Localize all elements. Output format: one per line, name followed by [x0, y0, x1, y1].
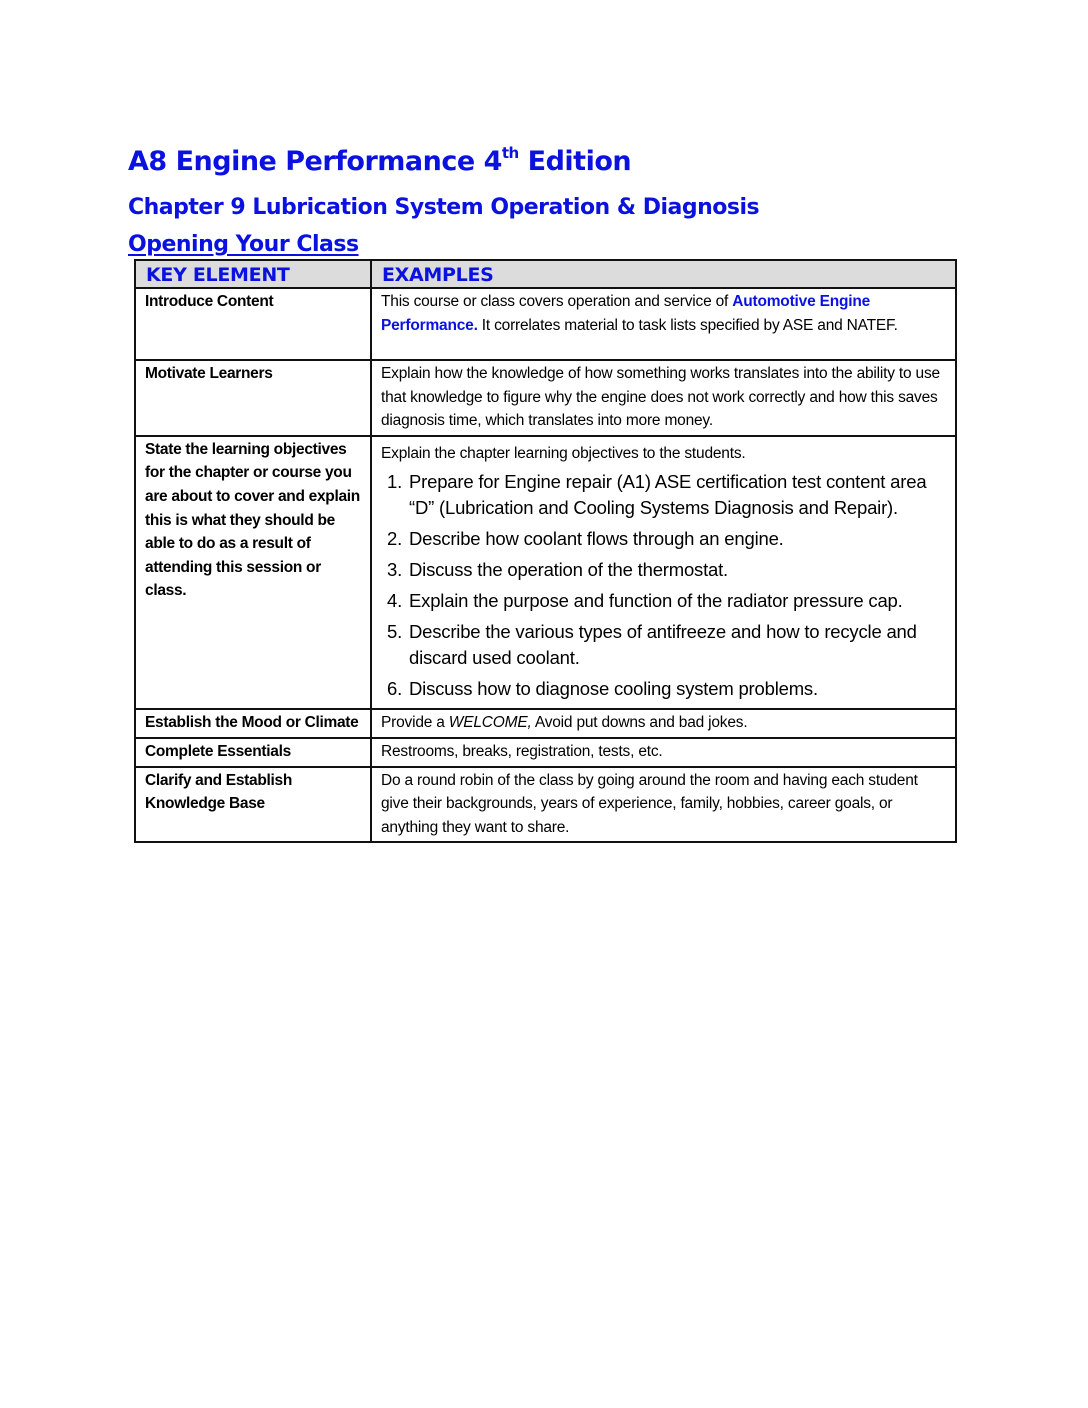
- title-suffix: Edition: [518, 146, 632, 177]
- objectives-list: [381, 469, 947, 702]
- key-cell: Establish the Mood or Climate: [135, 709, 371, 738]
- example-cell: [371, 436, 956, 710]
- key-cell: State the learning objectives for the chapter or course you are about to cover and explain this is what they should be able to do as a result of attending this session or class.: [135, 436, 371, 710]
- example-cell: Do a round robin of the class by going around the room and having each student give their backgrounds, years of experience, family, hobbies, career goals, or anything they want to share.: [371, 767, 956, 843]
- highlighted-term: Automotive Engine Performance.: [381, 293, 871, 334]
- table-row: [135, 767, 956, 843]
- objectives-lead: Explain the chapter learning objectives to the students.: [381, 444, 746, 462]
- key-cell: Complete Essentials: [135, 738, 371, 767]
- example-cell: Explain how the knowledge of how something works translates into the ability to use that knowledge to figure why the engine does not work correctly and how this saves diagnosis time, which translates into more money.: [371, 360, 956, 436]
- emphasis-text: WELCOME,: [448, 714, 532, 732]
- example-text: It correlates material to task lists specified by ASE and NATEF.: [477, 316, 898, 334]
- table-row: [135, 360, 956, 436]
- key-cell: Motivate Learners: [135, 360, 371, 436]
- title-superscript: th: [501, 144, 519, 162]
- objective-item: 3. Discuss the operation of the thermostat.: [407, 557, 947, 583]
- example-text: Provide a: [381, 714, 449, 732]
- title-text: A8 Engine Performance 4: [128, 146, 502, 177]
- example-text: This course or class covers operation and service of: [381, 293, 733, 310]
- header-key-element: KEY ELEMENT: [135, 260, 371, 288]
- objective-item: 4. Explain the purpose and function of the radiator pressure cap.: [407, 588, 947, 614]
- opening-class-table: [134, 259, 957, 843]
- objective-item: 1. Prepare for Engine repair (A1) ASE certification test content area “D” (Lubrication and Cooling Systems Diagnosis and Repair).: [407, 469, 947, 521]
- section-heading-link[interactable]: Opening Your Class: [128, 232, 359, 257]
- example-cell: Restrooms, breaks, registration, tests, etc.: [371, 738, 956, 767]
- key-cell: Introduce Content: [135, 288, 371, 360]
- table-row: [135, 288, 956, 360]
- table-header-row: [135, 260, 956, 288]
- chapter-subtitle: Chapter 9 Lubrication System Operation & Diagnosis: [128, 195, 760, 220]
- key-cell: Clarify and Establish Knowledge Base: [135, 767, 371, 843]
- objective-item: 5. Describe the various types of antifreeze and how to recycle and discard used coolant.: [407, 619, 947, 671]
- table-row: [135, 436, 956, 710]
- header-examples: EXAMPLES: [371, 260, 956, 288]
- table-row: [135, 709, 956, 738]
- objective-item: 6. Discuss how to diagnose cooling system problems.: [407, 676, 947, 702]
- example-cell: [371, 709, 956, 738]
- document-title: [128, 146, 631, 177]
- table-row: [135, 738, 956, 767]
- example-cell: [371, 288, 956, 360]
- objective-item: 2. Describe how coolant flows through an engine.: [407, 526, 947, 552]
- example-text: Avoid put downs and bad jokes.: [531, 714, 748, 732]
